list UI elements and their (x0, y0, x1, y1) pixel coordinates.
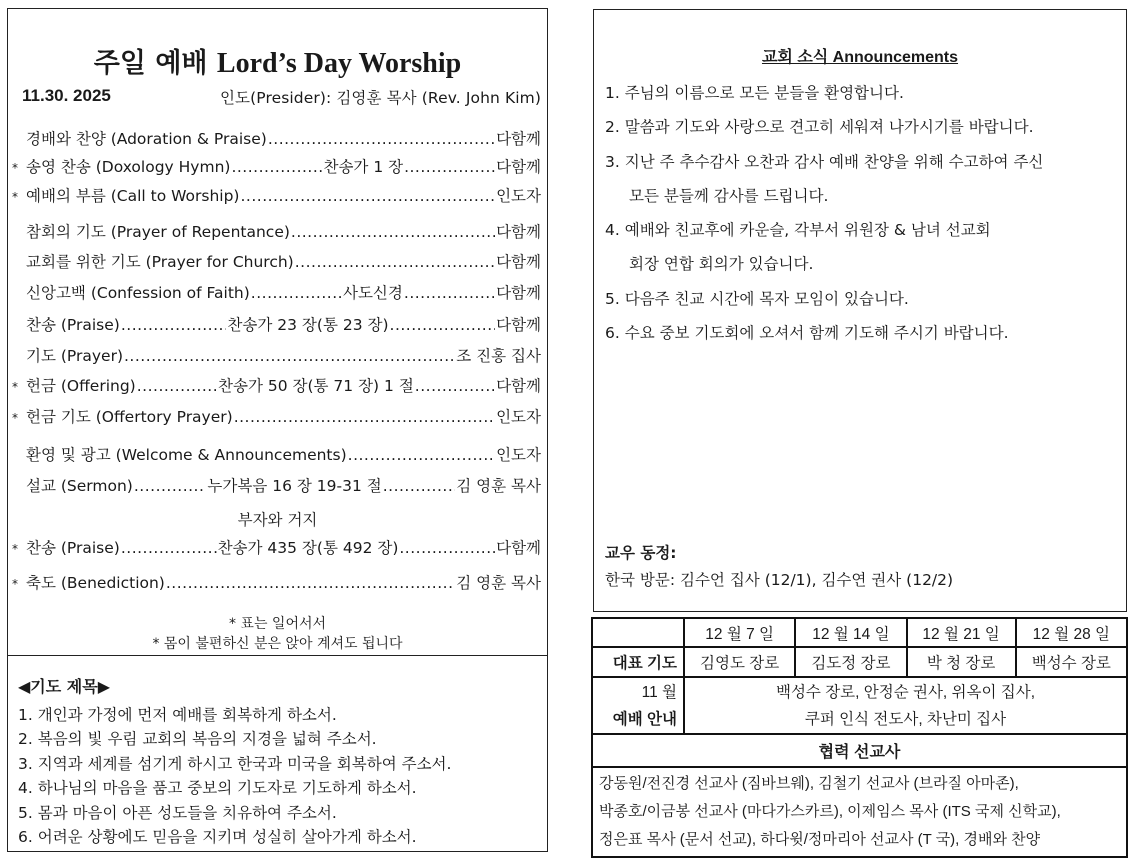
standing-marker: * (12, 577, 18, 591)
dot-leader (231, 158, 322, 176)
service-date: 11.30. 2025 (22, 86, 111, 105)
ushers-title: 예배 안내 (612, 710, 677, 728)
schedule-table (591, 617, 1128, 858)
order-item-label: 예배의 부름 (Call to Worship) (26, 187, 240, 205)
prayer-item: 3. 지역과 세계를 섬기게 하시고 한국과 미국을 회복하여 주소서. (18, 754, 452, 773)
announcement-text: 1. 주님의 이름으로 모든 분들을 환영합니다. (605, 84, 904, 102)
order-item-leader: 다함께 (496, 316, 542, 334)
order-item (12, 313, 541, 335)
announcement-item (605, 145, 1118, 214)
announcement-continuation: 모든 분들께 감사를 드립니다. (629, 186, 829, 205)
announcement-item (605, 213, 1118, 282)
prayer-heading: ◀기도 제목▶ (18, 677, 111, 696)
ushers-label (592, 677, 684, 734)
prayer-leaders-label: 대표 기도 (592, 647, 684, 677)
order-item-label: 찬송 (Praise) (26, 316, 120, 334)
announcement-item (605, 110, 1118, 144)
order-item-leader: 인도자 (496, 446, 541, 464)
order-item-label: 신앙고백 (Confession of Faith) (26, 284, 250, 302)
prayer-leader-cell: 백성수 장로 (1016, 647, 1127, 677)
prayer-item: 6. 어려운 상황에도 믿음을 지키며 성실히 살아가게 하소서. (18, 828, 417, 847)
order-item-label: 찬송 (Praise) (26, 539, 120, 557)
prayer-leader-cell: 김도정 장로 (795, 647, 906, 677)
dot-leader (268, 130, 495, 148)
dot-leader (404, 284, 495, 302)
order-item-leader: 다함께 (496, 158, 542, 176)
announcement-continuation: 회장 연합 회의가 있습니다. (629, 255, 814, 274)
date-cell: 12 월 14 일 (795, 618, 906, 647)
order-item (12, 374, 541, 396)
order-item-leader: 다함께 (496, 284, 541, 302)
order-item (12, 405, 541, 427)
announcement-text: 2. 말씀과 기도와 사랑으로 견고히 세워져 나가시기를 바랍니다. (605, 118, 1034, 137)
presider: 인도(Presider): 김영훈 목사 (Rev. John Kim) (219, 89, 541, 107)
order-item (12, 155, 541, 177)
standing-marker: * (12, 411, 18, 425)
order-item-label: 기도 (Prayer) (26, 347, 123, 365)
standing-marker: * (12, 190, 18, 204)
dot-leader (234, 408, 495, 426)
order-item-label: 경배와 찬양 (Adoration & Praise) (26, 130, 267, 148)
order-item-detail: 사도신경 (342, 284, 403, 302)
prayer-item: 2. 복음의 빛 우림 교회의 복음의 지경을 넓혀 주소서. (18, 730, 377, 749)
prayer-item: 5. 몸과 마음이 아픈 성도들을 치유하여 주소서. (18, 803, 337, 822)
prayer-leader-cell: 박 청 장로 (907, 647, 1016, 677)
dot-leader (137, 377, 217, 395)
order-item (12, 443, 541, 465)
order-item-leader: 다함께 (496, 377, 541, 395)
order-item-detail: 찬송가 23 장(통 23 장) (227, 316, 389, 334)
order-item-label: 축도 (Benediction) (26, 574, 165, 592)
announcement-item (605, 316, 1118, 350)
dot-leader (415, 377, 495, 395)
order-item-leader: 김 영훈 목사 (456, 574, 541, 592)
missionary-line: 박종호/이금봉 선교사 (마다가스카르), 이제임스 목사 (ITS 국제 신학교), (599, 803, 1061, 820)
dot-leader (383, 477, 456, 495)
order-item (12, 536, 541, 558)
order-item-detail: 찬송가 50 장(통 71 장) 1 절 (218, 377, 414, 395)
dot-leader (166, 574, 455, 592)
announcement-text: 3. 지난 주 추수감사 오찬과 감사 예배 찬양을 위해 수고하여 주신 (605, 152, 1044, 171)
order-item-leader: 인도자 (496, 408, 541, 426)
announcements-panel (593, 9, 1127, 612)
missionary-heading-row (592, 734, 1127, 767)
dot-leader (399, 539, 495, 557)
order-item (12, 220, 541, 242)
order-item-leader: 김 영훈 목사 (456, 477, 541, 495)
prayer-leader-cell: 김영도 장로 (684, 647, 795, 677)
order-item-detail: 찬송가 435 장(통 492 장) (217, 539, 399, 557)
note-remain-seated: * 몸이 불편하신 분은 앉아 계셔도 됩니다 (152, 636, 403, 652)
order-item-leader: 조 진홍 집사 (456, 347, 541, 365)
date-cell: 12 월 21 일 (907, 618, 1016, 647)
announcement-text: 5. 다음주 친교 시간에 목자 모임이 있습니다. (605, 289, 909, 308)
order-item-label: 교회를 위한 기도 (Prayer for Church) (26, 253, 294, 271)
missionary-line: 강동원/전진경 선교사 (짐바브웨), 김철기 선교사 (브라질 아마존), (599, 775, 1019, 792)
order-item-leader: 인도자 (496, 187, 541, 205)
note-stand: * 표는 일어서서 (228, 616, 327, 632)
dot-leader (295, 253, 495, 271)
member-news-heading: 교우 동정: (605, 544, 677, 562)
order-item-leader: 다함께 (496, 223, 541, 241)
dot-leader (121, 539, 217, 557)
order-item-detail: 누가복음 16 장 19-31 절 (207, 477, 382, 495)
announcement-item (605, 282, 1118, 316)
prayer-item: 1. 개인과 가정에 먼저 예배를 회복하게 하소서. (18, 706, 337, 724)
prayer-item: 4. 하나님의 마음을 품고 중보의 기도자로 기도하게 하소서. (18, 779, 417, 798)
dot-leader (251, 284, 342, 302)
announcement-text: 4. 예배와 친교후에 카운슬, 각부서 위원장 & 남녀 선교회 (605, 221, 991, 240)
section-divider (8, 655, 547, 656)
order-item-leader: 다함께 (496, 130, 541, 148)
title-korean: 주일 예배 (93, 48, 208, 79)
missionary-list (592, 767, 1127, 857)
ushers-row (592, 677, 1127, 734)
order-item (12, 184, 541, 206)
order-item-label: 송영 찬송 (Doxology Hymn) (26, 158, 231, 176)
dot-leader (348, 446, 495, 464)
order-item-label: 참회의 기도 (Prayer of Repentance) (26, 223, 290, 241)
prayer-leaders-row (592, 647, 1127, 677)
order-item-label: 헌금 (Offering) (26, 377, 136, 395)
dot-leader (291, 223, 495, 241)
dot-leader (134, 477, 207, 495)
missionary-list-row (592, 767, 1127, 857)
announcement-text: 6. 수요 중보 기도회에 오셔서 함께 기도해 주시기 바랍니다. (605, 324, 1009, 343)
missionary-heading: 협력 선교사 (592, 734, 1127, 767)
order-item (12, 281, 541, 303)
dot-leader (121, 316, 227, 334)
announcements-list (605, 76, 1118, 350)
title-english: Lord’s Day Worship (216, 48, 462, 79)
ushers-line: 쿠퍼 인식 전도사, 차난미 집사 (804, 710, 1007, 728)
standing-notes (8, 614, 547, 654)
order-item (12, 571, 541, 593)
announcements-title: 교회 소식 Announcements (761, 49, 959, 66)
standing-marker: * (12, 161, 18, 175)
announcement-item (605, 76, 1118, 110)
order-item-label: 설교 (Sermon) (26, 477, 133, 495)
dot-leader (240, 187, 495, 205)
date-cell: 12 월 28 일 (1016, 618, 1127, 647)
order-item (12, 474, 541, 496)
worship-order-panel (7, 8, 548, 852)
date-cell: 12 월 7 일 (684, 618, 795, 647)
order-item (12, 127, 541, 149)
member-news-body: 한국 방문: 김수언 집사 (12/1), 김수연 권사 (12/2) (605, 571, 954, 589)
order-item-leader: 다함께 (496, 539, 542, 557)
dot-leader (404, 158, 495, 176)
sermon-title: 부자와 거지 (237, 511, 318, 529)
ushers-month: 11 월 (641, 683, 677, 701)
order-item-leader: 다함께 (496, 253, 541, 271)
date-presider-line (22, 86, 541, 108)
order-item-detail: 찬송가 1 장 (323, 158, 404, 176)
dot-leader (124, 347, 455, 365)
order-item-label: 환영 및 광고 (Welcome & Announcements) (26, 446, 347, 464)
order-item-label: 헌금 기도 (Offertory Prayer) (26, 408, 233, 426)
standing-marker: * (12, 380, 18, 394)
prayer-list (18, 703, 541, 849)
worship-title (8, 41, 547, 80)
standing-marker: * (12, 542, 18, 556)
order-item (12, 250, 541, 272)
missionary-line: 정은표 목사 (문서 선교), 하다윗/정마리아 선교사 (T 국), 경배와 찬양 (599, 831, 1041, 848)
schedule-dates-row (592, 618, 1127, 647)
dot-leader (390, 316, 496, 334)
ushers-names (684, 677, 1127, 734)
order-item (12, 344, 541, 366)
empty-corner-cell (592, 618, 684, 647)
ushers-line: 백성수 장로, 안정순 권사, 위옥이 집사, (775, 683, 1036, 701)
